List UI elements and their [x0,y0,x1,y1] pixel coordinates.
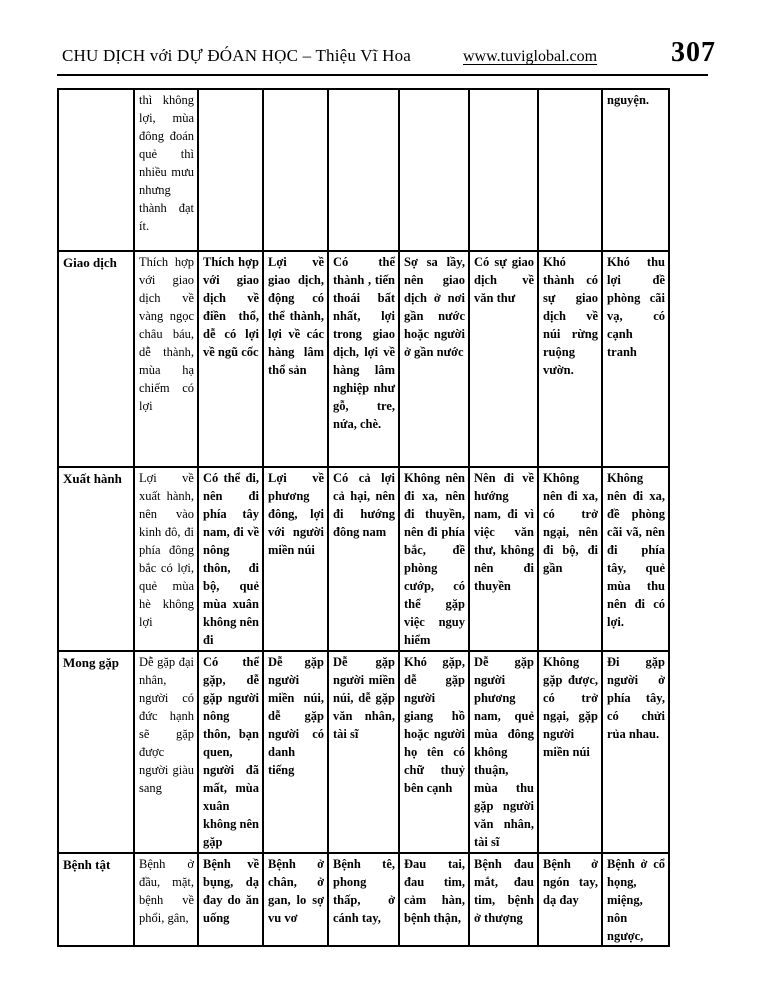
table-cell: Đi gặp người ở phía tây, có chửi rủa nhau. [602,651,669,853]
table-row-mong-gap [58,651,669,853]
table-cell: Có thể thành , tiến thoái bất nhất, lợi trong giao dịch, lợi về hàng lâm nghiệp như gỗ, tre, nứa, chè. [328,251,399,467]
table-cell [328,89,399,251]
table-cell [538,89,602,251]
website-link[interactable]: www.tuviglobal.com [463,48,598,65]
table-cell: Có cả lợi cả hại, nên đi hướng đông nam [328,467,399,651]
table-cell: Dễ gặp người miền núi, dễ gặp người có danh tiếng [263,651,328,853]
table-cell: Bệnh ở chân, ở gan, lo sợ vu vơ [263,853,328,946]
table-cell: thì không lợi, mùa đông đoán quẻ thì nhiều mưu nhưng thành đạt ít. [134,89,198,251]
prediction-table [57,88,670,947]
table-cell: Lợi về xuất hành, nên vào kinh đô, đi phía đông bắc có lợi, quẻ mùa hè không lợi [134,467,198,651]
table-cell: Lợi về phương đông, lợi với người miền núi [263,467,328,651]
table-cell [198,89,263,251]
table-cell: Sợ sa lầy, nên giao dịch ở nơi gần nước hoặc người ở gần nước [399,251,469,467]
table-cell: Có thể gặp, dễ gặp người nông thôn, bạn quen, người đã mất, mùa xuân không nên gặp [198,651,263,853]
row-label: Mong gặp [58,651,134,853]
row-label: Xuất hành [58,467,134,651]
row-label [58,89,134,251]
row-label: Bệnh tật [58,853,134,946]
page-number: 307 [671,37,716,68]
table-cell: Bệnh ở ngón tay, dạ đay [538,853,602,946]
table-cell: Không nên đi xa, đề phòng cãi vã, nên đi phía tây, quẻ mùa thu nên đi có lợi. [602,467,669,651]
table-cell: nguyện. [602,89,669,251]
table-cell [263,89,328,251]
table-row-giao-dich [58,251,669,467]
table-cell: Bệnh ở đầu, mặt, bệnh về phổi, gân, [134,853,198,946]
table-row-xuat-hanh [58,467,669,651]
table-cell: Có thể đi, nên đi phía tây nam, đi về nông thôn, đi bộ, quẻ mùa xuân không nên đi [198,467,263,651]
table-cell: Nên đi về hướng nam, đi vì việc văn thư, không nên đi thuyền [469,467,538,651]
table-row-continuation [58,89,669,251]
table-cell: Không gặp được, có trở ngại, gặp người miền núi [538,651,602,853]
book-title: CHU DỊCH với DỰ ĐÓAN HỌC – Thiệu Vĩ Hoa [62,46,412,65]
table-cell: Dễ gặp người miền núi, dễ gặp văn nhân, tài sĩ [328,651,399,853]
table-cell: Dễ gặp đại nhân, người có đức hạnh sẽ gặp được người giàu sang [134,651,198,853]
table-cell: Không nên đi xa, có trở ngại, nên đi bộ, đi gần [538,467,602,651]
table-cell: Bệnh tê, phong thấp, ở cánh tay, [328,853,399,946]
table-cell: Không nên đi xa, nên đi thuyền, nên đi phía bắc, đề phòng cướp, có thể gặp việc nguy hiểm [399,467,469,651]
table-cell: Khó thu lợi đề phòng cãi vạ, có cạnh tranh [602,251,669,467]
table-cell [399,89,469,251]
table-cell: Khó gặp, dễ gặp người giang hồ hoặc người họ tên có chữ thuỷ bên cạnh [399,651,469,853]
table-cell: Đau tai, đau tim, cảm hàn, bệnh thận, [399,853,469,946]
table-cell: Có sự giao dịch về văn thư [469,251,538,467]
table-cell [469,89,538,251]
table-cell: Lợi về giao dịch, động có thể thành, lợi về các hàng lâm thổ sản [263,251,328,467]
header-rule [57,74,708,76]
row-label: Giao dịch [58,251,134,467]
table-cell: Bệnh đau mắt, đau tim, bệnh ở thượng [469,853,538,946]
table-cell: Bệnh ở cổ họng, miệng, nôn ngược, [602,853,669,946]
table-cell: Thích hợp với giao dịch về vàng ngọc châu báu, dễ thành, mùa hạ chiếm có lợi [134,251,198,467]
table-row-benh-tat [58,853,669,946]
table-cell: Khó thành có sự giao dịch về núi rừng ruộng vườn. [538,251,602,467]
table-cell: Thích hợp với giao dịch về điền thổ, dễ có lợi về ngũ cốc [198,251,263,467]
table-cell: Dễ gặp người phương nam, quẻ mùa đông không thuận, mùa thu gặp người văn nhân, tài sĩ [469,651,538,853]
table-cell: Bệnh về bụng, dạ đay do ăn uống [198,853,263,946]
